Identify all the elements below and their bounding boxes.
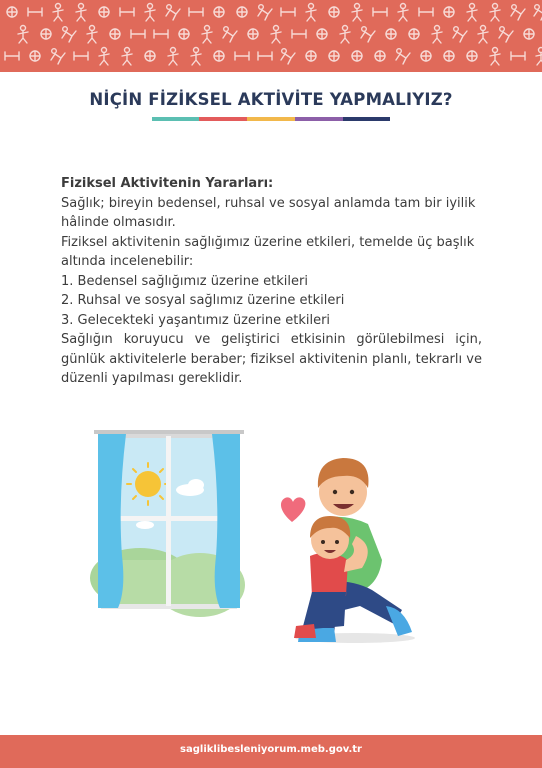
father-hugging-child-icon <box>294 458 415 643</box>
heart-icon <box>281 497 305 522</box>
list-item-2: 2. Ruhsal ve sosyal sağlımız üzerine etkileri <box>61 293 345 308</box>
window-icon <box>90 430 245 617</box>
page-title: NİÇİN FİZİKSEL AKTİVİTE YAPMALIYIZ? <box>89 90 453 109</box>
paragraph-2: Fiziksel aktivitenin sağlığımız üzerine etkileri, temelde üç başlık altında incelenebilir: <box>61 234 475 269</box>
paragraph-1: Sağlık; bireyin bedensel, ruhsal ve sosyal anlamda tam bir iyilik hâlinde olmasıdır. <box>61 195 476 230</box>
paragraph-3: Sağlığın koruyucu ve geliştirici etkisinin görülebilmesi için, günlük aktivitelerle beraber; fiziksel aktivitenin planlı, tekrarlı ve düzenli yapılması gereklidir. <box>61 332 482 386</box>
list-item-3: 3. Gelecekteki yaşantımız üzerine etkileri <box>61 312 331 328</box>
section-heading: Fiziksel Aktivitenin Yararları: <box>61 176 274 191</box>
list-item-1: 1. Bedensel sağlığımız üzerine etkileri <box>61 273 308 289</box>
footer-url[interactable]: sagliklibesleniyorum.meb.gov.tr <box>180 744 362 755</box>
